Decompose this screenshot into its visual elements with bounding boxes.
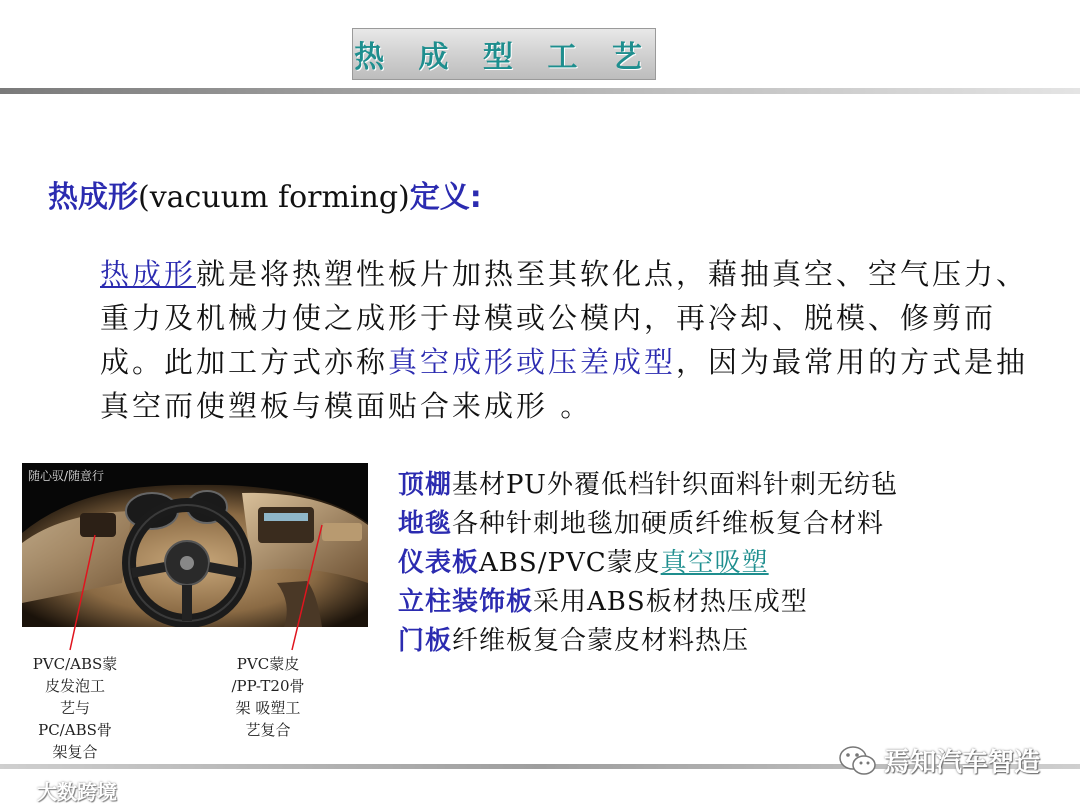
list-item	[398, 466, 1038, 505]
list-term: 立柱装饰板	[398, 587, 534, 617]
heading-term: 热成形	[48, 180, 138, 215]
list-text: 采用ABS板材热压成型	[533, 587, 808, 617]
paragraph-text-1: 就是将热塑性板片加热至其软化点，藉抽真空、空气压力、重力及机械力使之成形于母模或公模内，再冷却、脱模、修剪而成。此加工方式亦称	[100, 257, 1029, 379]
watermark-right	[838, 742, 1040, 779]
list-item	[398, 544, 1038, 583]
list-term: 仪表板	[398, 548, 480, 578]
list-term: 门板	[398, 626, 453, 656]
paragraph-highlight: 真空成形或压差成型	[388, 345, 677, 379]
annotation-left-line: PC/ABS骨	[38, 721, 112, 739]
term-link[interactable]: 热成形	[100, 257, 197, 291]
annotation-right-line: 架 吸塑工	[235, 699, 301, 717]
annotation-left-line: 架复合	[52, 743, 98, 761]
annotation-right-line: PVC蒙皮	[236, 655, 300, 673]
list-item	[398, 622, 1038, 661]
component-list	[398, 466, 1038, 661]
list-term: 顶棚	[398, 470, 453, 500]
watermark-left-text: 大数跨境	[36, 780, 117, 804]
list-item	[398, 505, 1038, 544]
slide-title: 热 成 型 工 艺	[354, 40, 654, 75]
list-term: 地毯	[398, 509, 453, 539]
list-text: 基材PU外覆低档针织面料针刺无纺毡	[452, 470, 898, 500]
watermark-right-text: 焉知汽车智造	[884, 748, 1041, 778]
annotation-line-right	[292, 525, 322, 650]
list-text: 各种针刺地毯加硬质纤维板复合材料	[452, 509, 885, 539]
annotation-left-line: 艺与	[59, 699, 90, 717]
list-item	[398, 583, 1038, 622]
list-text: ABS/PVC蒙皮	[479, 548, 661, 578]
list-text: 纤维板复合蒙皮材料热压	[452, 626, 750, 656]
annotation-left	[30, 653, 120, 763]
annotation-line-left	[70, 535, 95, 650]
wechat-icon	[838, 744, 878, 778]
list-link[interactable]: 真空吸塑	[660, 548, 769, 578]
annotation-left-line: 皮发泡工	[44, 677, 105, 695]
paragraph-text-2: ，因为最常用的方式是抽真空而使塑板与模面贴合来成形 。	[100, 345, 1029, 423]
bigdata-logo-icon	[8, 783, 30, 801]
watermark-left	[8, 776, 117, 805]
annotation-right-line: /PP-T20骨	[231, 677, 305, 695]
heading-suffix: 定义:	[409, 180, 482, 215]
annotation-left-line: PVC/ABS蒙	[32, 655, 118, 673]
annotation-right-line: 艺复合	[245, 721, 291, 739]
heading-english: (vacuum forming)	[138, 180, 410, 215]
annotation-right	[218, 653, 318, 741]
photo-caption: 随心驭/随意行	[28, 469, 105, 483]
